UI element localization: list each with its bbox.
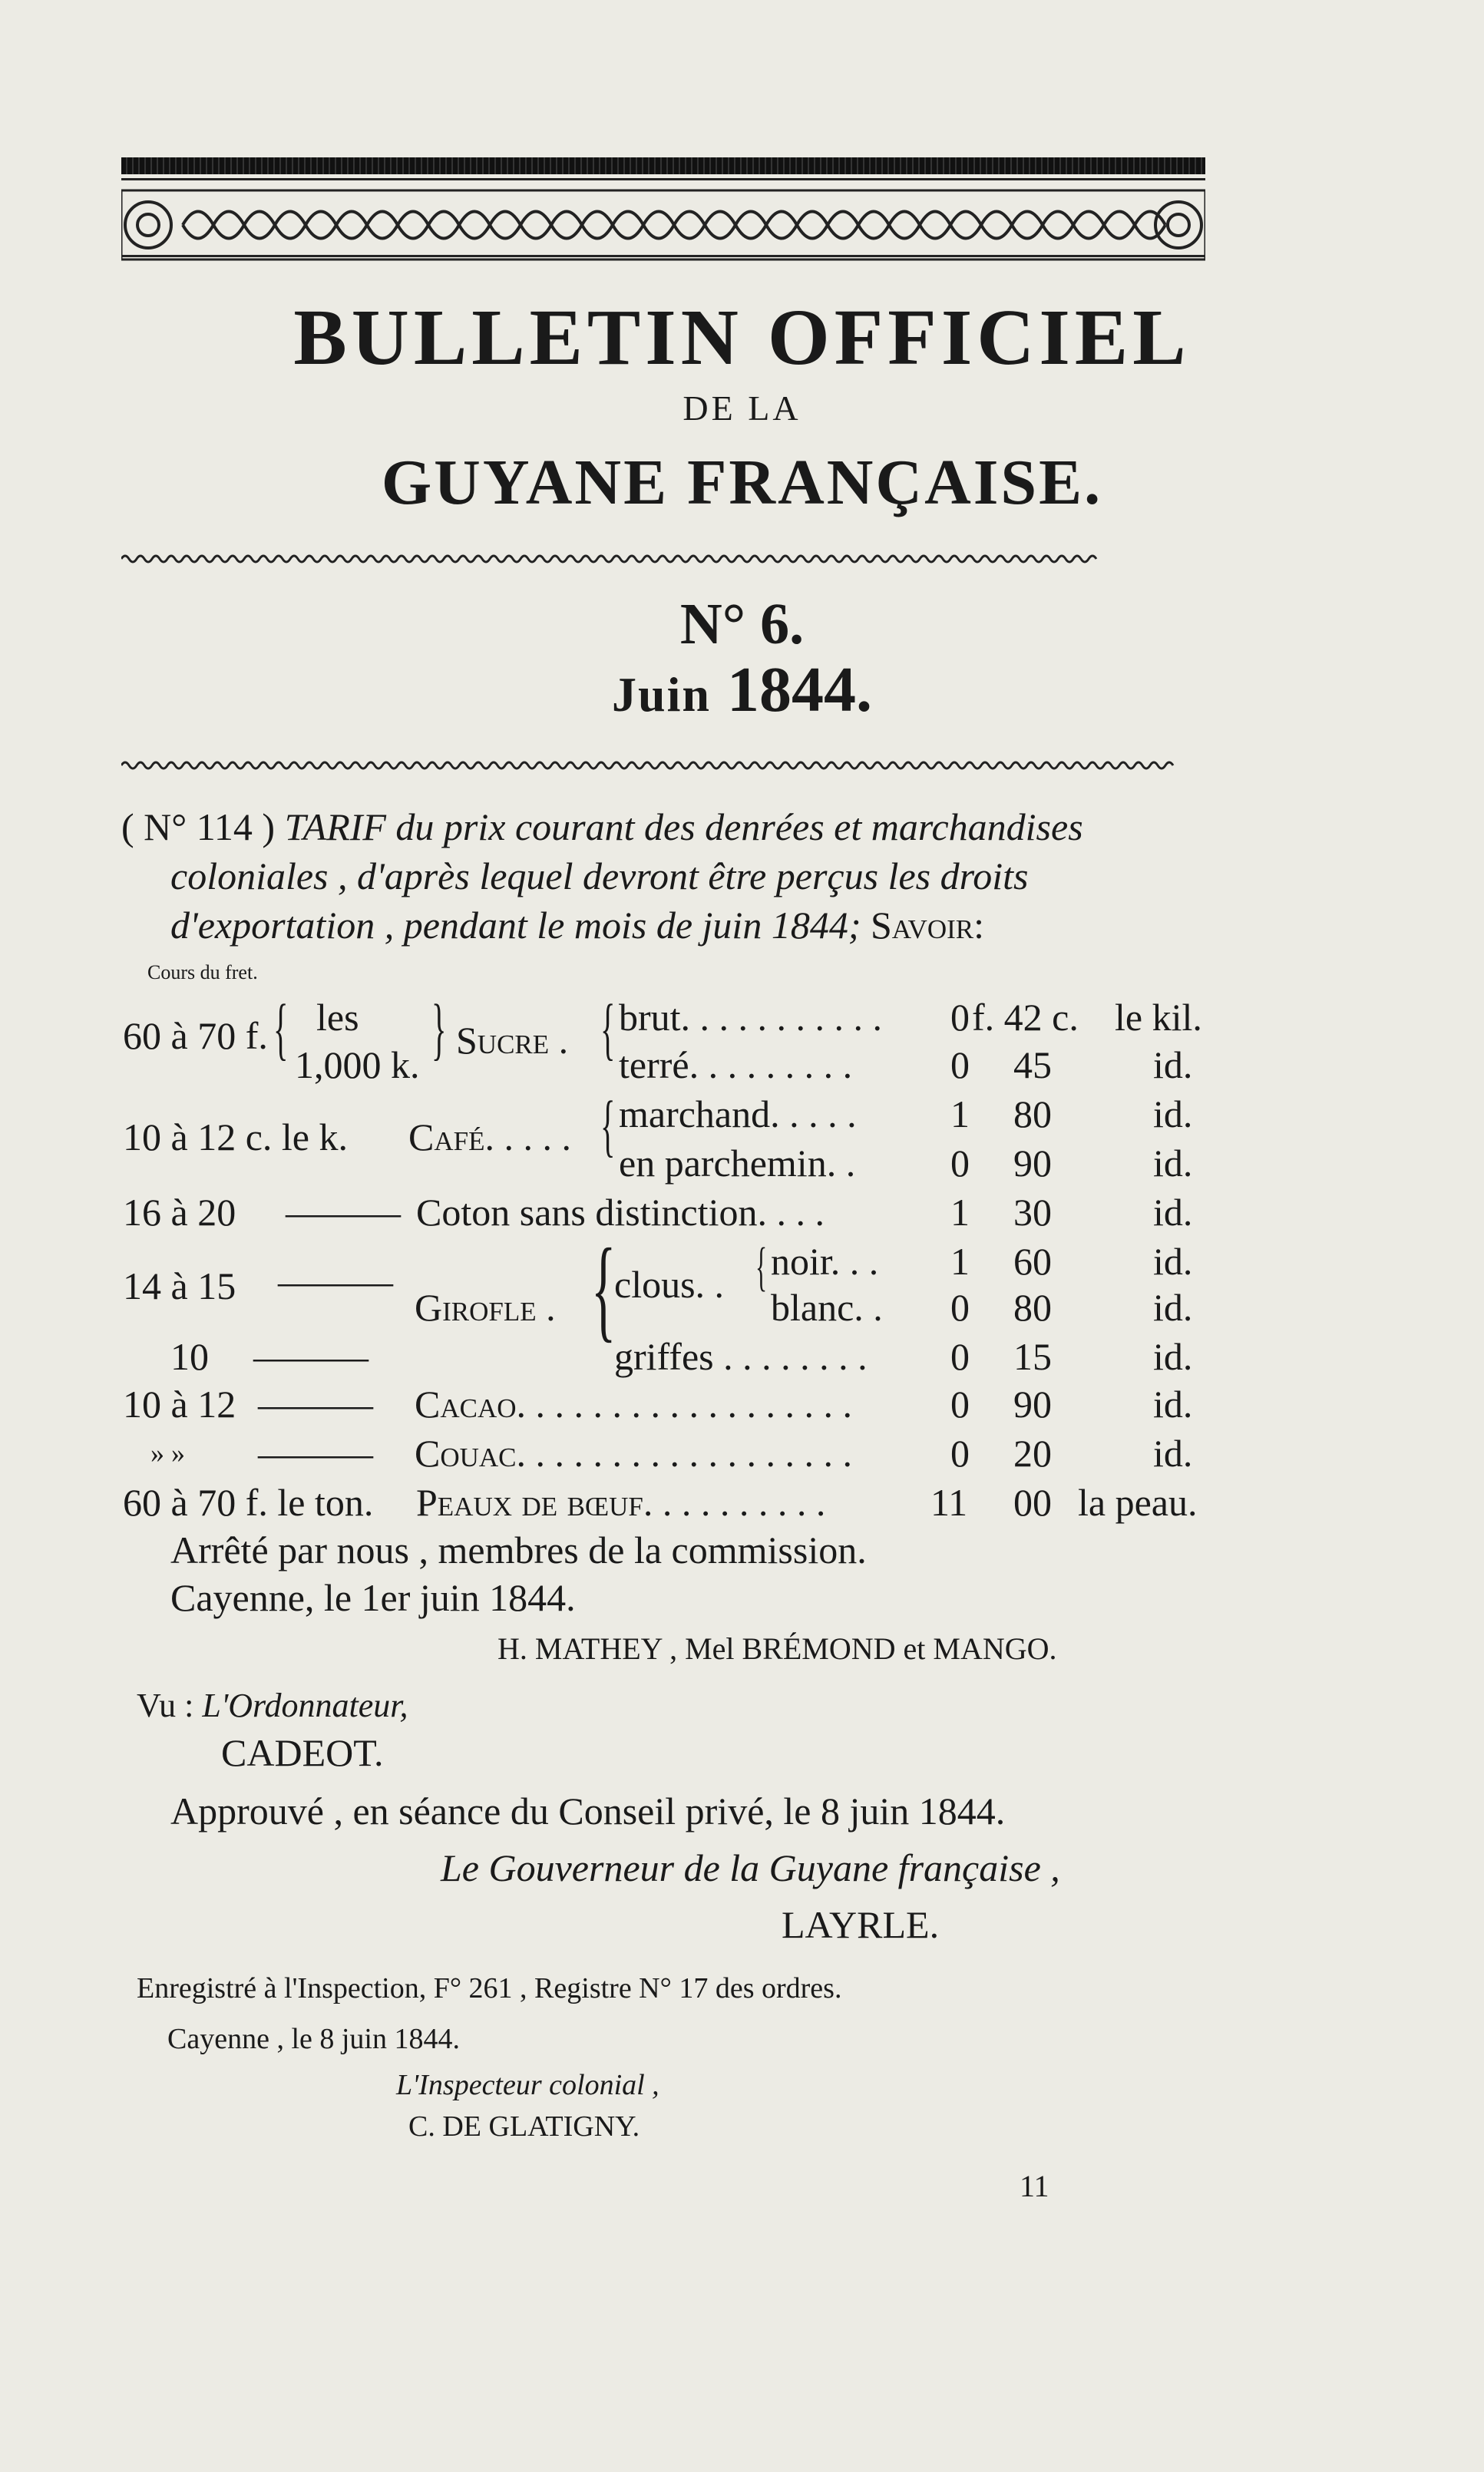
- sucre-brut-c: f. 42 c.: [972, 996, 1079, 1039]
- coton-dash: ———: [286, 1191, 401, 1234]
- couac-unit: id.: [1153, 1432, 1193, 1475]
- sucre-terre-f: 0: [950, 1043, 970, 1086]
- header-top-bar: [121, 157, 1205, 174]
- issue-number: N° 6.: [679, 592, 805, 656]
- brace-right-sucre: }: [431, 991, 447, 1067]
- girofle-griffes-c: 15: [1013, 1335, 1052, 1378]
- cacao-freight: 10 à 12: [123, 1383, 236, 1426]
- sucre-brut-desc: brut. . . . . . . . . . .: [619, 996, 883, 1039]
- tarif-intro-line3-text: d'exportation , pendant le mois de juin 1844;: [170, 904, 861, 947]
- issue-month: [0, 653, 1484, 727]
- cacao-f: 0: [950, 1383, 970, 1426]
- bulletin-subtitle-guyane: GUYANE FRANÇAISE.: [381, 447, 1103, 518]
- tarif-intro-line1: [121, 805, 1083, 849]
- inspecteur-title: L'Inspecteur colonial ,: [396, 2069, 659, 2101]
- girofle-griffes-f: 0: [950, 1335, 970, 1378]
- girofle-blanc-unit: id.: [1153, 1286, 1193, 1329]
- cafe-parchemin-c: 90: [1013, 1142, 1052, 1185]
- cacao-c: 90: [1013, 1383, 1052, 1426]
- couac-c: 20: [1013, 1432, 1052, 1475]
- sucre-terre-c: 45: [1013, 1043, 1052, 1086]
- glatigny-signature: C. DE GLATIGNY.: [408, 2110, 640, 2143]
- peaux-f: 11: [930, 1481, 968, 1524]
- coton-desc: Coton sans distinction. . . .: [416, 1191, 825, 1234]
- arrete-line: Arrêté par nous , membres de la commission.: [170, 1528, 867, 1571]
- girofle-dash-b: ———: [253, 1335, 369, 1378]
- sucre-unit-bottom: 1,000 k.: [295, 1043, 420, 1086]
- brace-cafe-items: {: [600, 1088, 616, 1164]
- cafe-marchand-f: 1: [950, 1092, 970, 1135]
- wavy-divider-bottom: [121, 758, 1211, 773]
- brace-sucre-items: {: [600, 991, 616, 1067]
- cacao-dash: ———: [258, 1383, 373, 1426]
- peaux-freight: 60 à 70 f. le ton.: [123, 1481, 374, 1524]
- coton-c: 30: [1013, 1191, 1052, 1234]
- cafe-freight: 10 à 12 c. le k.: [123, 1115, 348, 1158]
- couac-dash: ———: [258, 1432, 373, 1475]
- layrle-signature: LAYRLE.: [782, 1903, 940, 1946]
- savoir-label: Savoir:: [870, 904, 984, 947]
- cayenne-date-2: Cayenne , le 8 juin 1844.: [167, 2023, 460, 2055]
- tarif-intro-line2: coloniales , d'après lequel devront être perçus les droits: [170, 854, 1029, 897]
- signatories: H. MATHEY , Mel BRÉMOND et MANGO.: [497, 1631, 1057, 1666]
- coton-unit: id.: [1153, 1191, 1193, 1234]
- sucre-brut-unit: le kil.: [1115, 996, 1202, 1039]
- girofle-griffes-unit: id.: [1153, 1335, 1193, 1378]
- brace-left-sucre: {: [273, 991, 289, 1067]
- sucre-terre-desc: terré. . . . . . . . .: [619, 1043, 853, 1086]
- bulletin-subtitle-de-la: DE LA: [683, 388, 801, 428]
- gouverneur-title: Le Gouverneur de la Guyane française ,: [441, 1846, 1060, 1889]
- coton-freight: 16 à 20: [123, 1191, 236, 1234]
- header-rule-bottom: [121, 255, 1205, 257]
- cafe-parchemin-unit: id.: [1153, 1142, 1193, 1185]
- tarif-heading: TARIF du prix courant des denrées et marchandises: [284, 805, 1083, 848]
- issue-month-name: Juin: [612, 667, 711, 722]
- cours-du-fret-label: Cours du fret.: [147, 961, 258, 983]
- coton-f: 1: [950, 1191, 970, 1234]
- tarif-number: ( N° 114 ): [121, 805, 276, 848]
- brace-girofle: {: [591, 1225, 616, 1353]
- girofle-noir-f: 1: [950, 1240, 970, 1283]
- page-number: 11: [1020, 2169, 1049, 2203]
- peaux-unit: la peau.: [1078, 1481, 1198, 1524]
- couac-desc: Couac. . . . . . . . . . . . . . . . . .: [415, 1432, 853, 1475]
- girofle-noir-desc: noir. . .: [771, 1240, 879, 1283]
- sucre-brut-f: 0: [950, 996, 970, 1039]
- issue-year: 1844.: [726, 654, 872, 725]
- cafe-parchemin-f: 0: [950, 1142, 970, 1185]
- couac-freight: » »: [150, 1438, 185, 1469]
- vu-label: Vu :: [137, 1687, 194, 1724]
- girofle-clous: clous. .: [614, 1263, 725, 1306]
- girofle-noir-unit: id.: [1153, 1240, 1193, 1283]
- wavy-divider-top: [121, 551, 1211, 567]
- ordonnateur-title: L'Ordonnateur,: [202, 1687, 408, 1724]
- cafe-name: Café. . . . .: [408, 1115, 571, 1158]
- girofle-name: Girofle .: [415, 1286, 556, 1329]
- vu-line: [137, 1686, 408, 1725]
- cadeot-signature: CADEOT.: [221, 1731, 384, 1774]
- sucre-freight: 60 à 70 f.: [123, 1014, 268, 1057]
- cacao-unit: id.: [1153, 1383, 1193, 1426]
- girofle-dash-a: ———: [278, 1260, 393, 1303]
- cayenne-date-1: Cayenne, le 1er juin 1844.: [170, 1576, 576, 1619]
- girofle-blanc-desc: blanc. .: [771, 1286, 883, 1329]
- tarif-intro-line3: [170, 903, 984, 947]
- girofle-noir-c: 60: [1013, 1240, 1052, 1283]
- header-rule-top: [121, 178, 1205, 180]
- sucre-terre-unit: id.: [1153, 1043, 1193, 1086]
- sucre-unit-top: les: [316, 996, 359, 1039]
- cafe-marchand-desc: marchand. . . . .: [619, 1092, 857, 1135]
- peaux-desc: Peaux de bœuf. . . . . . . . . .: [416, 1481, 826, 1524]
- sucre-name: Sucre .: [456, 1019, 569, 1062]
- cafe-parchemin-desc: en parchemin. .: [619, 1142, 856, 1185]
- approuve-line: Approuvé , en séance du Conseil privé, le 8 juin 1844.: [170, 1790, 1006, 1833]
- couac-f: 0: [950, 1432, 970, 1475]
- girofle-freight-b: 10: [170, 1335, 209, 1378]
- cafe-marchand-c: 80: [1013, 1092, 1052, 1135]
- girofle-freight-a: 14 à 15: [123, 1264, 236, 1307]
- peaux-c: 00: [1013, 1481, 1052, 1524]
- cacao-desc: Cacao. . . . . . . . . . . . . . . . . .: [415, 1383, 853, 1426]
- cafe-marchand-unit: id.: [1153, 1092, 1193, 1135]
- girofle-griffes-desc: griffes . . . . . . . .: [614, 1335, 868, 1378]
- girofle-blanc-f: 0: [950, 1286, 970, 1329]
- brace-clous: {: [755, 1238, 768, 1297]
- bulletin-title: BULLETIN OFFICIEL: [293, 293, 1191, 382]
- girofle-blanc-c: 80: [1013, 1286, 1052, 1329]
- enregistre-line: Enregistré à l'Inspection, F° 261 , Registre N° 17 des ordres.: [137, 1972, 842, 2004]
